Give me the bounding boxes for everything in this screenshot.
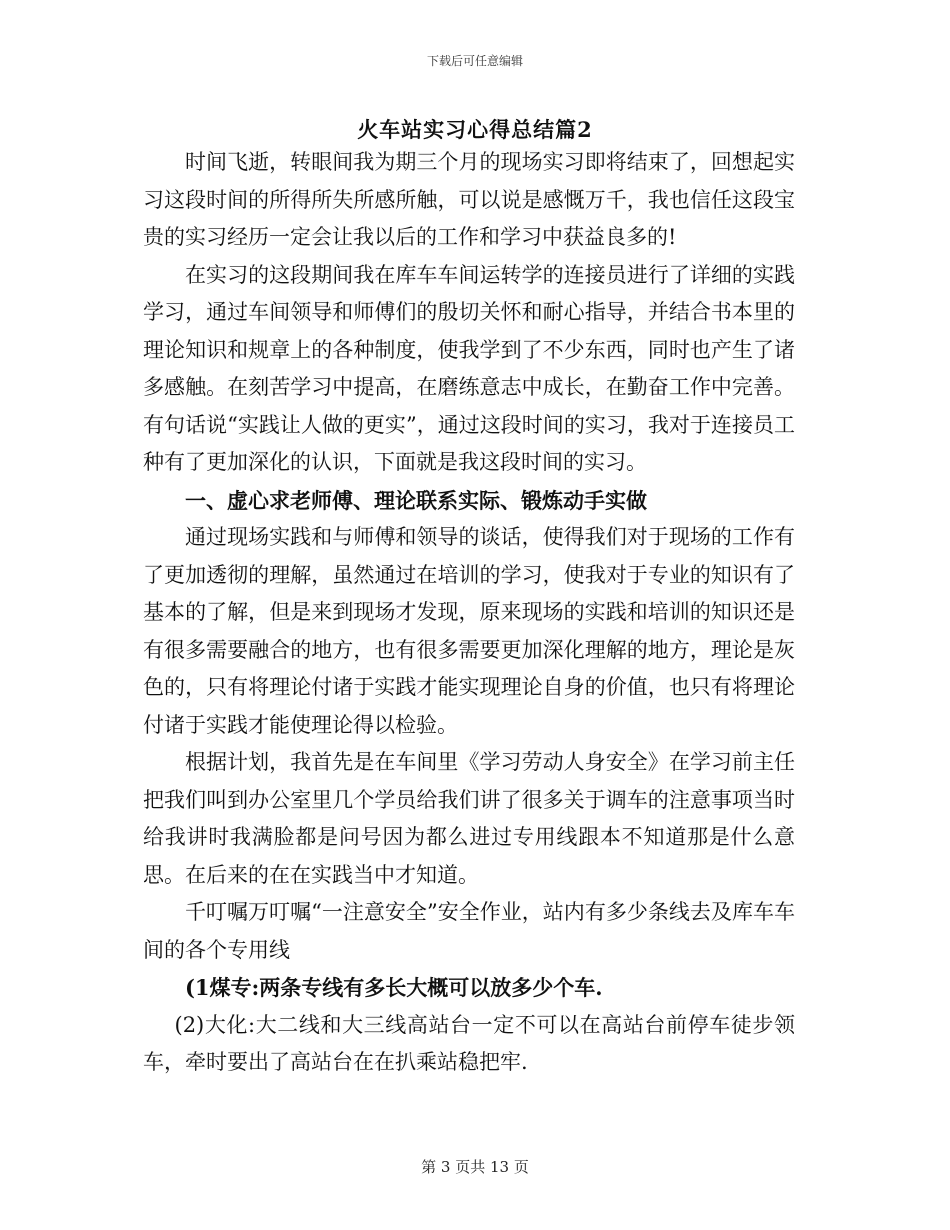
document-title: 火车站实习心得总结篇2 [357, 117, 593, 142]
page-number: 第 3 页共 13 页 [421, 1158, 529, 1176]
section-heading-1: 一、虚心求老师傅、理论联系实际、锻炼动手实做 [185, 487, 647, 513]
paragraph-safety: 千叮嘱万叮嘱“一注意安全”安全作业，站内有多少条线去及库车车间的各个专用线 [143, 900, 795, 962]
document-body [143, 144, 795, 1082]
list-item-coal-line: (1煤专:两条专线有多长大概可以放多少个车. [185, 975, 603, 1000]
paragraph-intro: 时间飞逝，转眼间我为期三个月的现场实习即将结束了，回想起实习这段时间的所得所失所感所触，可以说是感慨万千，我也信任这段宝贵的实习经历一定会让我以后的工作和学习中获益良多的! [143, 150, 795, 249]
paragraph-internship-period: 在实习的这段期间我在库车车间运转学的连接员进行了详细的实践学习，通过车间领导和师傅们的殷切关怀和耐心指导，并结合书本里的理论知识和规章上的各种制度，使我学到了不少东西，同时也产生了诸多感触。在刻苦学习中提高，在磨练意志中成长，在勤奋工作中完善。有句话说“实践让人做的更实”，通过这段时间的实习，我对于连接员工种有了更加深化的认识，下面就是我这段时间的实习。 [143, 262, 795, 474]
paragraph-plan: 根据计划，我首先是在车间里《学习劳动人身安全》在学习前主任把我们叫到办公室里几个学员给我们讲了很多关于调车的注意事项当时给我讲时我满脸都是问号因为都么进过专用线跟本不知道那是什么意思。在后来的在在实践当中才知道。 [143, 750, 795, 887]
paragraph-practice: 通过现场实践和与师傅和领导的谈话，使得我们对于现场的工作有了更加透彻的理解，虽然通过在培训的学习，使我对于专业的知识有了基本的了解，但是来到现场才发现，原来现场的实践和培训的知识还是有很多需要融合的地方，也有很多需要更加深化理解的地方，理论是灰色的，只有将理论付诸于实践才能实现理论自身的价值，也只有将理论付诸于实践才能使理论得以检验。 [143, 525, 795, 737]
header-note: 下载后可任意编辑 [426, 54, 523, 68]
list-item-dahua-line: (2)大化:大二线和大三线高站台一定不可以在高站台前停车徒步领车，牵时要出了高站台在在扒乘站稳把牢. [143, 1012, 795, 1074]
